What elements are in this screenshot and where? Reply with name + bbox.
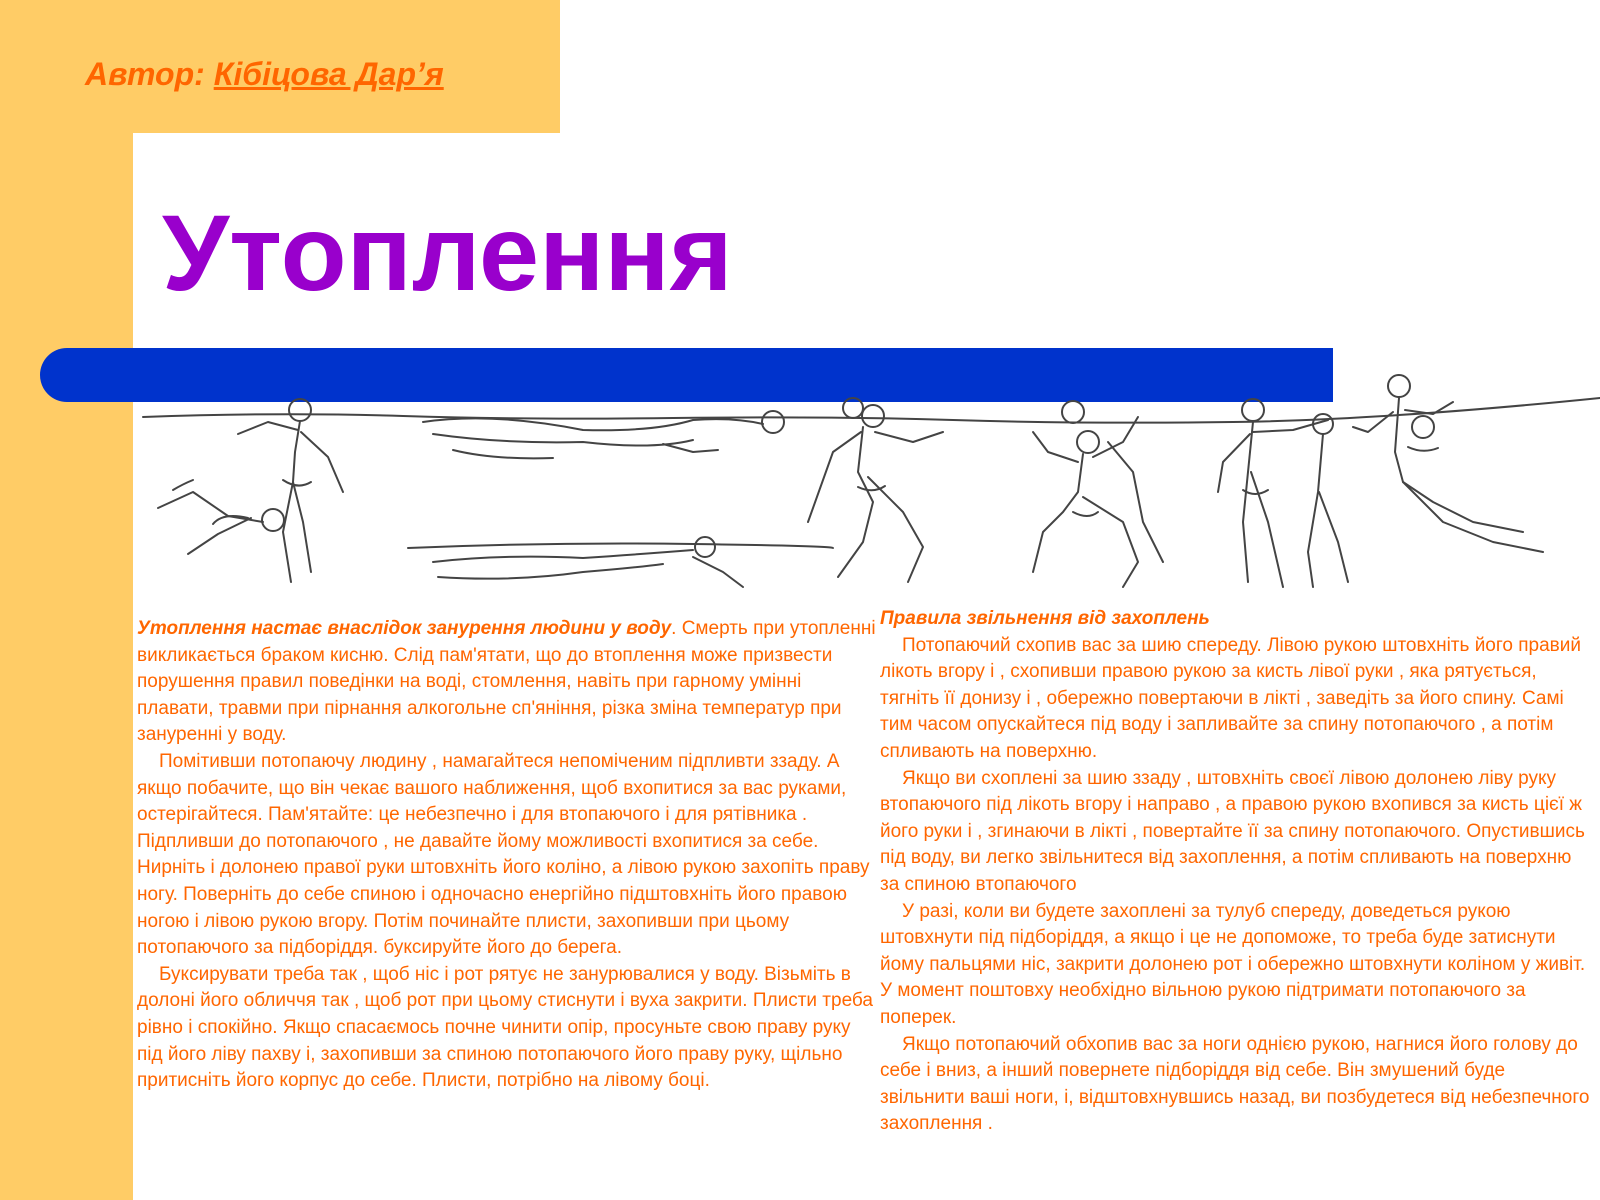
- right-paragraph-2: Якщо ви схоплені за шию ззаду , штовхніть своєї лівою долонею ліву руку втопаючого під лікоть вгору і направо , а правою рукою вхопився за кисть цієї ж його руки і , згинаючи в лікті , повертайте її за спину потопаючого. Опустившись під воду, ви легко звільнитеся від захоплення, а потім спливають на поверхню за спиною втопаючого: [880, 767, 1585, 895]
- left-text-column: [137, 616, 877, 1095]
- left-lead-phrase: Утоплення настає внаслідок занурення людини у воду: [137, 618, 672, 639]
- left-lead-rest: . Смерть при утопленні викликається браком кисню. Слід пам'ятати, що до втоплення може призвести порушення правил поведінки на воді, стомлення, навіть при гарному умінні плавати, травми при пірнання алкогольне сп'яніння, різка зміна температур при зануренні у воду.: [137, 618, 876, 746]
- left-paragraph-2: Помітивши потопаючу людину , намагайтеся непоміченим підпливти ззаду. А якщо побачите, що він чекає вашого наближення, щоб вхопитися за вас руками, остерігайтеся. Пам'ятайте: це небезпечно і для втопаючого і для рятівника . Підпливши до потопаючого , не давайте йому можливості вхопитися за себе. Нирніть і долонею правої руки штовхніть його коліно, а лівою рукою захопіть праву ногу. Поверніть до себе спиною і одночасно енергійно підштовхніть його правою ногою і лівою рукою вгору. Потім починайте плисти, захопивши при цьому потопаючого за підборіддя. буксируйте його до берега.: [137, 750, 870, 959]
- right-paragraph-3: У разі, коли ви будете захоплені за тулуб спереду, доведеться рукою штовхнути під підборіддя, а якщо і це не допоможе, то треба буде затиснути йому пальцями ніс, закрити долонею рот і обережно штовхнути коліном у живіт. У момент поштовху необхідно вільною рукою підтримати потопаючого за поперек.: [880, 900, 1586, 1028]
- right-paragraph-4: Якщо потопаючий обхопив вас за ноги однією рукою, нагнися його голову до себе і вниз, а інший повернете підборіддя від себе. Він змушений буде звільнити ваші ноги, і, відштовхнувшись назад, ви позбудетеся від небезпечного захоплення .: [880, 1033, 1590, 1135]
- author-line: [85, 56, 444, 93]
- right-paragraph-1: Потопаючий схопив вас за шию спереду. Лівою рукою штовхніть його правий лікоть вгору і , схопивши правою рукою за кисть лівої руки , яка рятується, тягніть її донизу і , обережно повертаючи в лікті , заведіть за його спину. Самі тим часом опускайтеся під воду і запливайте за спину потопаючого , а потім спливають на поверхню.: [880, 634, 1581, 762]
- author-label: Автор:: [85, 56, 214, 92]
- author-name-link[interactable]: Кібіцова Дар’я: [213, 56, 444, 92]
- left-decor-band: [0, 0, 133, 1200]
- rescue-illustration: [133, 372, 1600, 622]
- slide-title: Утоплення: [162, 192, 733, 313]
- left-paragraph-1: [137, 616, 877, 749]
- right-heading: Правила звільнення від захоплень: [880, 608, 1210, 629]
- right-text-column: [880, 606, 1590, 1138]
- left-paragraph-3: Буксирувати треба так , щоб ніс і рот рятує не занурювалися у воду. Візьміть в долоні його обличчя так , щоб рот при цьому стиснути і вуха закрити. Плисти треба рівно і спокійно. Якщо спасаємось почне чинити опір, просуньте свою праву руку під його ліву пахву і, захопивши за спиною потопаючого його праву руку, щільно притисніть його корпус до себе. Плисти, потрібно на лівому боці.: [137, 963, 873, 1092]
